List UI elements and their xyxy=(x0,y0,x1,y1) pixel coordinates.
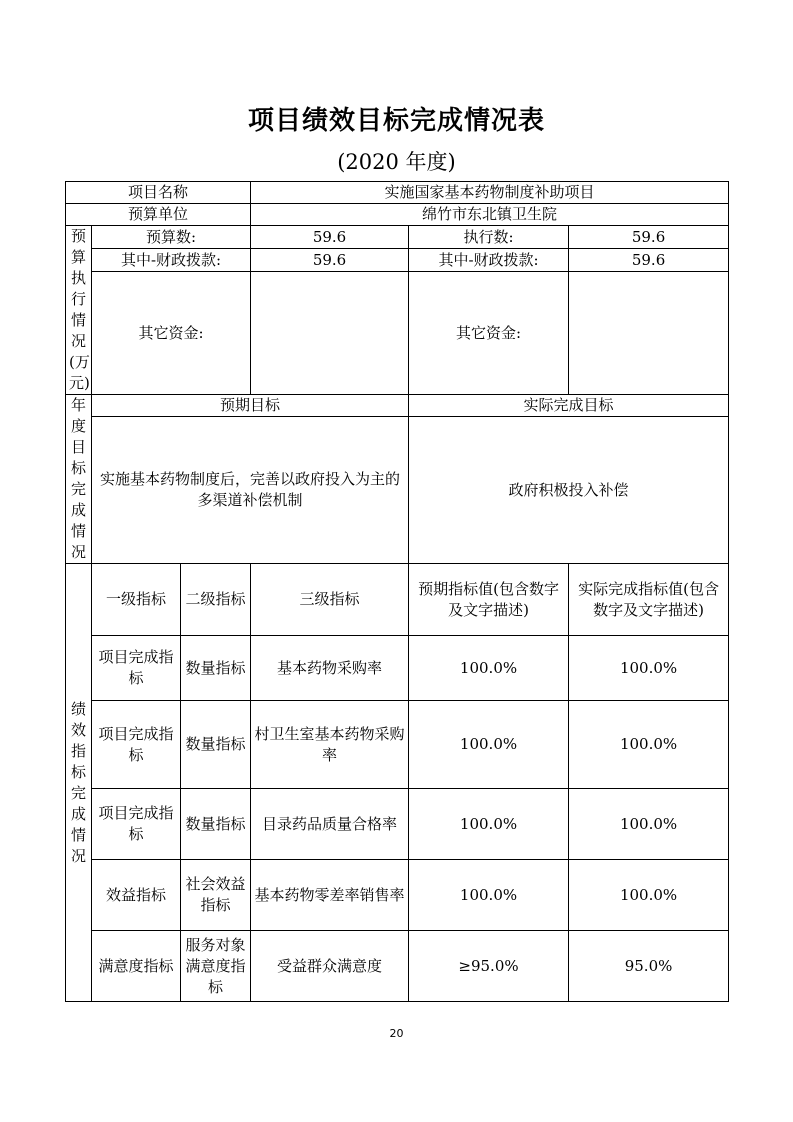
fiscal-value: 59.6 xyxy=(251,249,409,272)
page-title: 项目绩效目标完成情况表 xyxy=(247,106,545,136)
other-funds-value xyxy=(251,272,409,395)
header-actual: 实际完成指标值(包含数字及文字描述) xyxy=(569,564,729,636)
fiscal-row xyxy=(66,249,729,272)
row-level1: 满意度指标 xyxy=(92,931,181,1002)
performance-table xyxy=(65,181,729,1002)
other-funds-exec-label: 其它资金: xyxy=(409,272,569,395)
page-subtitle: (2020 年度) xyxy=(337,150,456,174)
budget-label: 预算数: xyxy=(92,226,251,249)
budget-value: 59.6 xyxy=(251,226,409,249)
row-actual: 100.0% xyxy=(569,701,729,789)
row-level2: 数量指标 xyxy=(181,636,251,701)
annual-header-row xyxy=(66,395,729,417)
row-level3: 受益群众满意度 xyxy=(251,931,409,1002)
table-row xyxy=(66,789,729,860)
annual-content-row xyxy=(66,417,729,564)
row-actual: 100.0% xyxy=(569,860,729,931)
row-expected: 100.0% xyxy=(409,636,569,701)
row-level3: 村卫生室基本药物采购率 xyxy=(251,701,409,789)
row-actual: 100.0% xyxy=(569,789,729,860)
row-level1: 项目完成指标 xyxy=(92,701,181,789)
header-level3: 三级指标 xyxy=(251,564,409,636)
header-expected: 预期指标值(包含数字及文字描述) xyxy=(409,564,569,636)
row-expected: 100.0% xyxy=(409,789,569,860)
row-level1: 项目完成指标 xyxy=(92,789,181,860)
actual-goal-text: 政府积极投入补偿 xyxy=(409,417,729,564)
row-level1: 效益指标 xyxy=(92,860,181,931)
row-level2: 数量指标 xyxy=(181,789,251,860)
project-name-row xyxy=(66,182,729,204)
row-expected: 100.0% xyxy=(409,860,569,931)
row-level3: 基本药物零差率销售率 xyxy=(251,860,409,931)
exec-label: 执行数: xyxy=(409,226,569,249)
row-level1: 项目完成指标 xyxy=(92,636,181,701)
table-row xyxy=(66,701,729,789)
budget-unit-label: 预算单位 xyxy=(66,204,251,226)
expected-goal-header: 预期目标 xyxy=(92,395,409,417)
row-level2: 数量指标 xyxy=(181,701,251,789)
expected-goal-text: 实施基本药物制度后，完善以政府投入为主的多渠道补偿机制 xyxy=(92,417,409,564)
exec-value: 59.6 xyxy=(569,226,729,249)
fiscal-exec-label: 其中-财政拨款: xyxy=(409,249,569,272)
row-actual: 95.0% xyxy=(569,931,729,1002)
row-level2: 社会效益指标 xyxy=(181,860,251,931)
table-row xyxy=(66,931,729,1002)
row-level3: 基本药物采购率 xyxy=(251,636,409,701)
table-row xyxy=(66,636,729,701)
project-name-value: 实施国家基本药物制度补助项目 xyxy=(251,182,729,204)
fiscal-exec-value: 59.6 xyxy=(569,249,729,272)
header-level1: 一级指标 xyxy=(92,564,181,636)
budget-row xyxy=(66,226,729,249)
table-row xyxy=(66,860,729,931)
budget-unit-row xyxy=(66,204,729,226)
other-funds-row xyxy=(66,272,729,395)
actual-goal-header: 实际完成目标 xyxy=(409,395,729,417)
row-expected: 100.0% xyxy=(409,701,569,789)
other-funds-exec-value xyxy=(569,272,729,395)
other-funds-label: 其它资金: xyxy=(92,272,251,395)
row-level3: 目录药品质量合格率 xyxy=(251,789,409,860)
performance-section-label: 绩效指标完成情况 xyxy=(66,564,92,1002)
row-actual: 100.0% xyxy=(569,636,729,701)
indicator-header-row xyxy=(66,564,729,636)
row-level2: 服务对象满意度指标 xyxy=(181,931,251,1002)
annual-section-label: 年度目标完成情况 xyxy=(66,395,92,564)
budget-section-label: 预算执行情况(万元) xyxy=(66,226,92,395)
budget-unit-value: 绵竹市东北镇卫生院 xyxy=(251,204,729,226)
row-expected: ≥95.0% xyxy=(409,931,569,1002)
project-name-label: 项目名称 xyxy=(66,182,251,204)
fiscal-label: 其中-财政拨款: xyxy=(92,249,251,272)
header-level2: 二级指标 xyxy=(181,564,251,636)
page-number: 20 xyxy=(389,1027,404,1040)
